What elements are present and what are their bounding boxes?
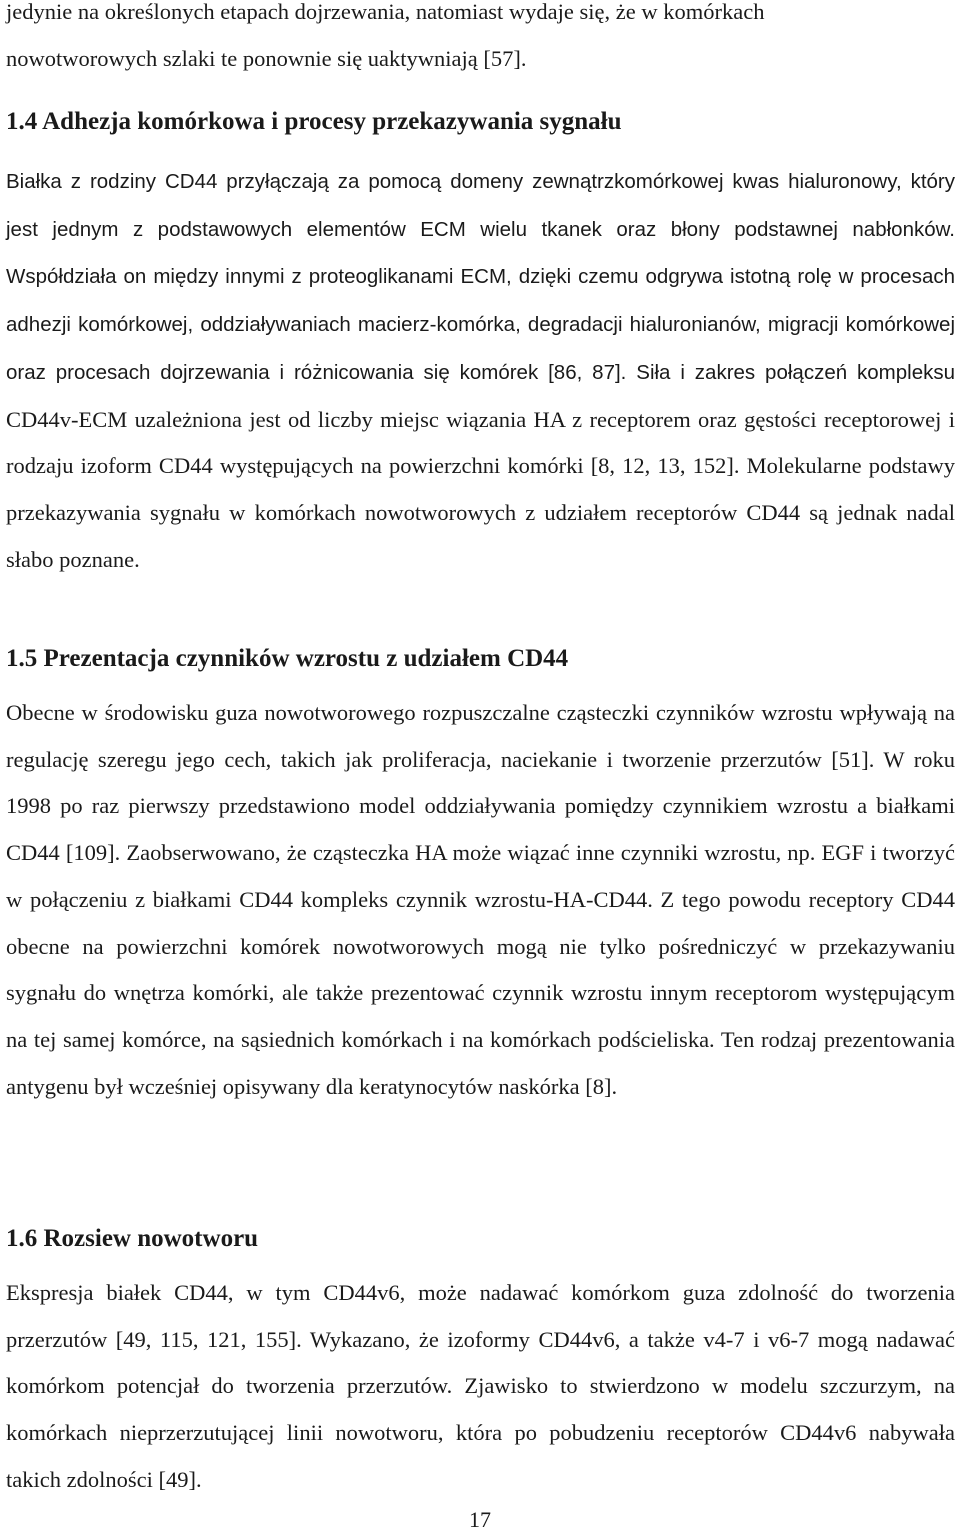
page-number: 17 bbox=[469, 1507, 491, 1532]
section-heading-1-6: 1.6 Rozsiew nowotworu bbox=[6, 1225, 259, 1252]
intro-line-2: nowotworowych szlaki te ponownie się uaktywniają [57]. bbox=[6, 45, 527, 71]
intro-line-1: jedynie na określonych etapach dojrzewania, natomiast wydaje się, że w komórkach bbox=[6, 0, 765, 24]
section-heading-1-4: 1.4 Adhezja komórkowa i procesy przekazywania sygnału bbox=[6, 108, 622, 135]
section-1-6-paragraph: Ekspresja białek CD44, w tym CD44v6, może nadawać komórkom guza zdolność do tworzenia przerzutów [49, 115, 121, 155]. Wykazano, że izoformy CD44v6, a także v4-7 i v6-7 mogą nadawać komórkom potencjał do tworzenia przerzutów. Zjawisko to stwierdzono w modelu szczurzym, na komórkach nieprzerzutującej linii nowotworu, która po pobudzeniu receptorów CD44v6 nabywała takich zdolności [49]. bbox=[6, 1280, 955, 1492]
section-1-4-paragraph bbox=[6, 158, 955, 583]
section-1-5-paragraph: Obecne w środowisku guza nowotworowego rozpuszczalne cząsteczki czynników wzrostu wpływają na regulację szeregu jego cech, takich jak proliferacja, naciekanie i tworzenie przerzutów [51]. W roku 1998 po raz pierwszy przedstawiono model oddziaływania pomiędzy czynnikiem wzrostu a białkami CD44 [109]. Zaobserwowano, że cząsteczka HA może wiązać inne czynniki wzrostu, np. EGF i tworzyć w połączeniu z białkami CD44 kompleks czynnik wzrostu-HA-CD44. Z tego powodu receptory CD44 obecne na powierzchni komórek nowotworowych mogą nie tylko pośredniczyć w przekazywaniu sygnału do wnętrza komórki, ale także prezentować czynnik wzrostu innym receptorom występującym na tej samej komórce, na sąsiednich komórkach i na komórkach podścieliska. Ten rodzaj prezentowania antygenu był wcześniej opisywany dla keratynocytów naskórka [8]. bbox=[6, 700, 955, 1099]
section-1-4-text-serif: CD44v-ECM uzależniona jest od liczby miejsc wiązania HA z receptorem oraz gęstości receptorowej i rodzaju izoform CD44 występujących na powierzchni komórki [8, 12, 13, 152]. Molekularne podstawy przekazywania sygnału w komórkach nowotworowych z udziałem receptorów CD44 są jednak nadal słabo poznane. bbox=[6, 406, 955, 572]
section-heading-1-5: 1.5 Prezentacja czynników wzrostu z udziałem CD44 bbox=[6, 645, 569, 672]
section-1-4-text-sans: Białka z rodziny CD44 przyłączają za pomocą domeny zewnątrzkomórkowej kwas hialuronowy, który jest jednym z podstawowych elementów ECM wielu tkanek oraz błony podstawnej nabłonków. Współdziała on między innymi z proteoglikanami ECM, dzięki czemu odgrywa istotną rolę w procesach adhezji komórkowej, oddziaływaniach macierz-komórka, degradacji hialuronianów, migracji komórkowej oraz procesach dojrzewania i różnicowania się komórek [86, 87]. Siła i zakres połączeń kompleksu bbox=[6, 170, 955, 384]
intro-paragraph bbox=[6, 0, 955, 82]
